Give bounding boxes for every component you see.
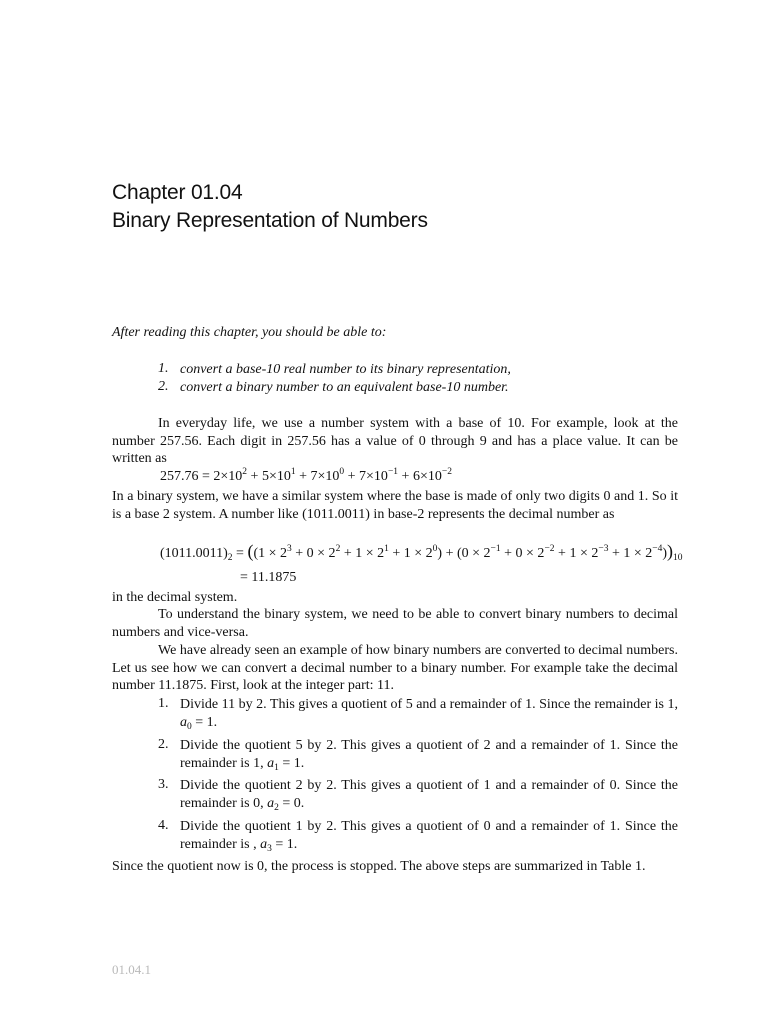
paragraph: In a binary system, we have a similar system where the base is made of only two digits 0 and 1. So it is a base 2 system. A number like (1011.0011) in base-2 represents the decimal number as [112, 489, 678, 522]
equation-binary-expansion: $(1011.0011)_2 = ((1 \times 2^3 + 0 \times 2^2 + 1 \times 2^1 + 1 \times 2^0) + (0 \times 2^{-1} + 0 \times 2^{-2} + 1 \times 2^{-3} + 1 \times 2^{-4}))_{10}$ [160, 541, 683, 563]
step-subscript: 0 [187, 721, 192, 732]
step-sentence: Divide the quotient 2 by 2. This gives a quotient of 1 and a remainder of 0. Since the remainder is 0, [180, 778, 678, 811]
step-text: Divide 11 by 2. This gives a quotient of 5 and a remainder of 1. Since the remainder is 1, $a_0 = 1$. [180, 697, 678, 732]
equation-lhs: 257.76 [160, 469, 199, 484]
page-number: 01.04.1 [112, 962, 151, 977]
paragraph: To understand the binary system, we need to be able to convert binary numbers to decimal numbers and vice-versa. [112, 607, 678, 640]
paragraph: We have already seen an example of how binary numbers are converted to decimal numbers. Let us see how we can convert a decimal number to a binary number. For example take the decimal number 11.1875. First, look at the integer part: 11. [112, 643, 678, 693]
equation-place-value: $257.76 = 2\times 10^2 + 5\times 10^1 + 7\times 10^0 + 7\times 10^{-1} + 6\times 10^{-2}$ [160, 467, 452, 484]
objective-number: 1. [158, 361, 169, 376]
chapter-title: Binary Representation of Numbers [112, 209, 428, 232]
chapter-number: Chapter 01.04 [112, 181, 243, 204]
step-number: 1. [158, 696, 169, 711]
step-sentence: Divide the quotient 5 by 2. This gives a quotient of 2 and a remainder of 1. Since the remainder is 1, [180, 738, 678, 771]
step-sentence: Divide 11 by 2. This gives a quotient of 5 and a remainder of 1. Since the remainder is 1, [180, 697, 678, 712]
step-number: 2. [158, 737, 169, 752]
step-value: 1 [293, 755, 301, 771]
objective-text: convert a binary number to an equivalent base-10 number. [180, 380, 509, 395]
step-number: 4. [158, 818, 169, 833]
objective-text: convert a base-10 real number to its binary representation, [180, 362, 511, 377]
step-subscript: 2 [274, 802, 279, 813]
step-text: Divide the quotient 5 by 2. This gives a quotient of 2 and a remainder of 1. Since the remainder is 1, $a_1 = 1$. [180, 738, 678, 773]
equation-lhs: (1011.0011) [160, 546, 228, 561]
paragraph: In everyday life, we use a number system with a base of 10. For example, look at the number 257.56. Each digit in 257.56 has a value of 0 through 9 and has a place value. It can be written as [112, 416, 678, 466]
intro-text: After reading this chapter, you should be able to: [112, 325, 387, 340]
step-number: 3. [158, 777, 169, 792]
step-value: 0 [293, 795, 301, 811]
objective-number: 2. [158, 379, 169, 394]
step-sentence: Divide the quotient 1 by 2. This gives a quotient of 0 and a remainder of 1. Since the remainder is , [180, 819, 678, 852]
paragraph: Since the quotient now is 0, the process is stopped. The above steps are summarized in Table 1. [112, 859, 646, 874]
step-value: 1 [206, 714, 214, 730]
equation-result: = 11.1875 [240, 570, 297, 585]
step-subscript: 3 [267, 843, 272, 854]
step-text: Divide the quotient 2 by 2. This gives a quotient of 1 and a remainder of 0. Since the remainder is 0, $a_2 = 0$. [180, 778, 678, 813]
step-text: Divide the quotient 1 by 2. This gives a quotient of 0 and a remainder of 1. Since the remainder is , $a_3 = 1$. [180, 819, 678, 854]
step-subscript: 1 [274, 762, 279, 773]
paragraph: in the decimal system. [112, 590, 238, 605]
step-value: 1 [286, 836, 294, 852]
